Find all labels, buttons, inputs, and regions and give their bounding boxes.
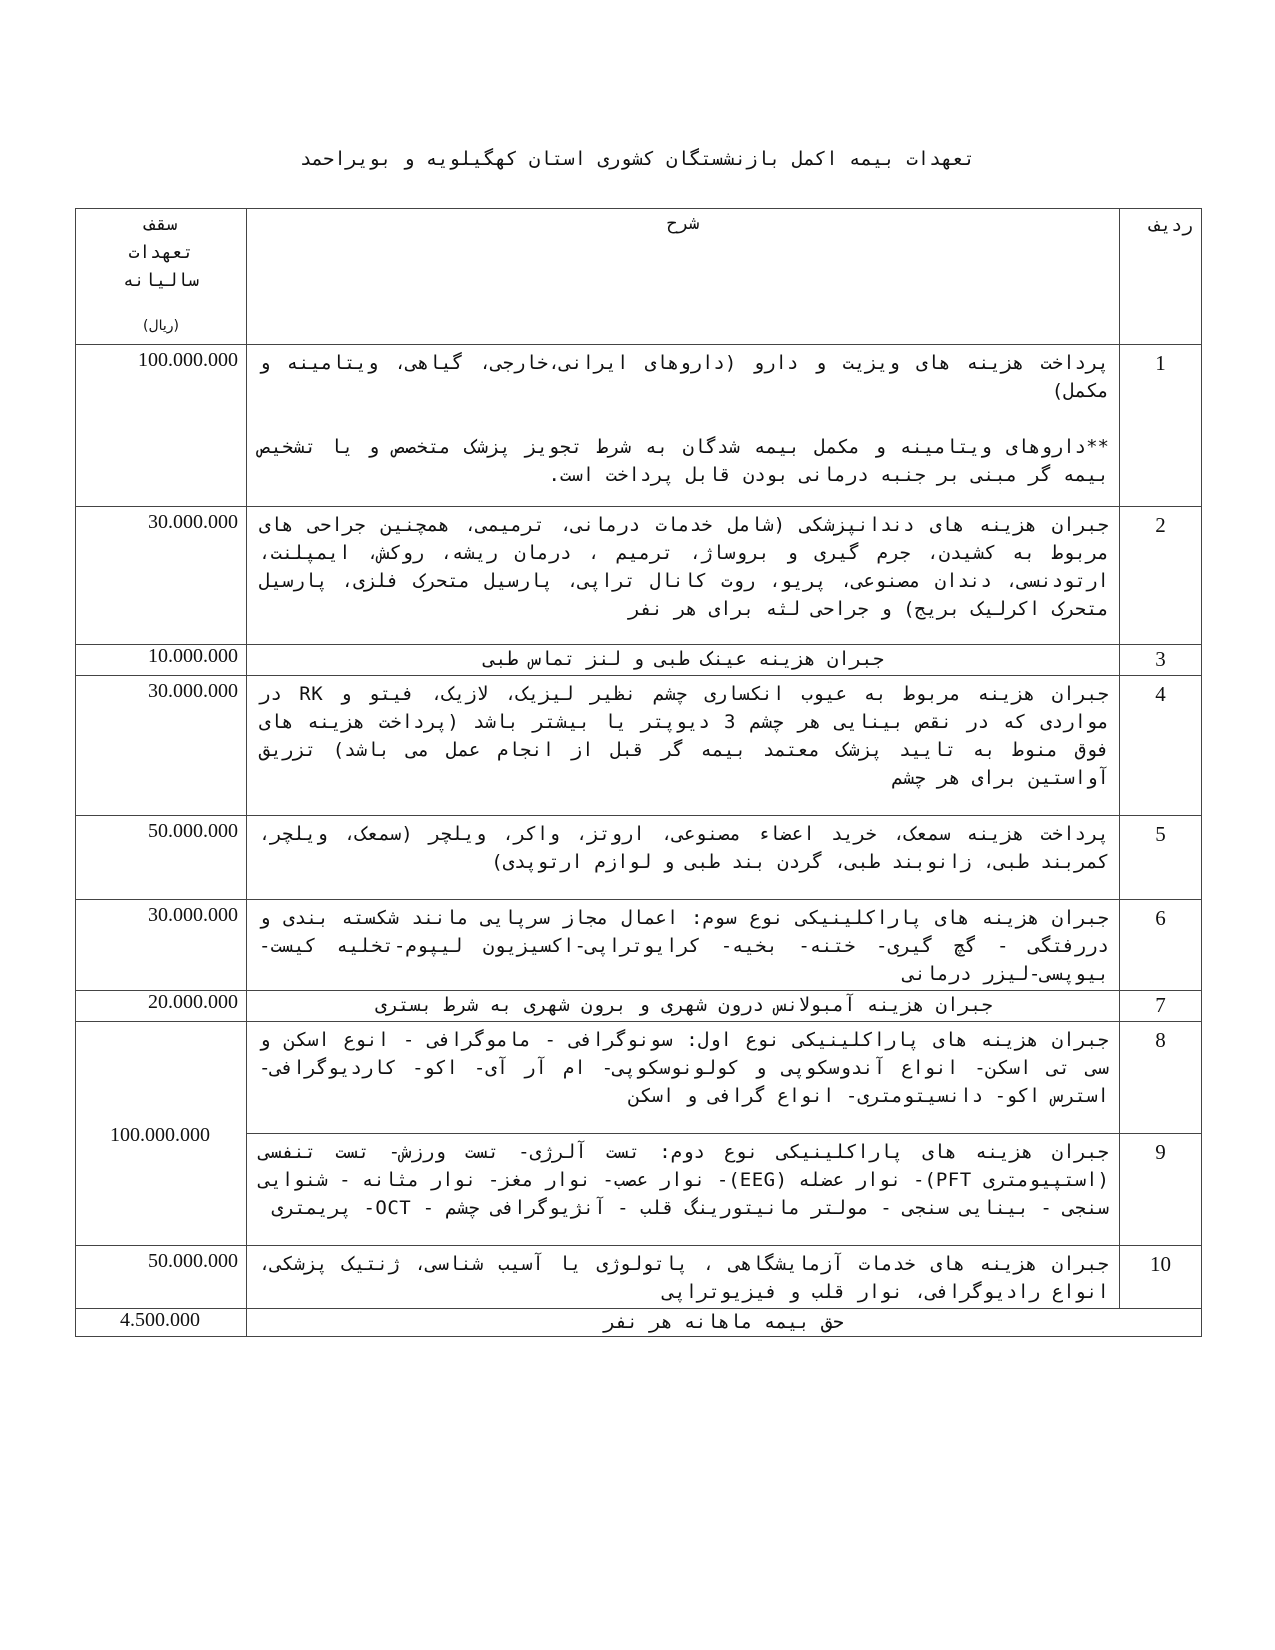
table-row: [76, 645, 1202, 676]
table-row: [76, 816, 1202, 900]
row-number: 8: [1120, 1022, 1202, 1134]
header-description: شرح: [247, 209, 1120, 345]
header-cap-line1: سقف: [144, 214, 178, 235]
premium-row: [76, 1309, 1202, 1337]
table-row: [76, 507, 1202, 645]
row-description: جبران هزینه های خدمات آزمایشگاهی ، پاتولوژی یا آسیب شناسی، ژنتیک پزشکی، انواع رادیوگرافی، نوار قلب و فیزیوتراپی: [247, 1246, 1120, 1309]
row-description: [247, 345, 1120, 507]
row-number: 5: [1120, 816, 1202, 900]
row-number: 1: [1120, 345, 1202, 507]
row-number: 3: [1120, 645, 1202, 676]
table-row: [76, 1022, 1202, 1134]
row-description: جبران هزینه مربوط به عیوب انکساری چشم نظیر لیزیک، لازیک، فیتو و RK در مواردی که در نقص بینایی هر چشم 3 دیوپتر یا بیشتر باشد (پرداخت هزینه های فوق منوط به تایید پزشک معتمد بیمه گر قبل از انجام عمل می باشد) تزریق آواستین برای هر چشم: [247, 676, 1120, 816]
row-amount: 50.000.000: [76, 1246, 247, 1309]
table-row: [76, 676, 1202, 816]
row-description-note: **داروهای ویتامینه و مکمل بیمه شدگان به شرط تجویز پزشک متخصص و یا تشخیص بیمه گر مبنی بر جنبه درمانی بودن قابل پرداخت است.: [259, 436, 1109, 486]
row-number: 10: [1120, 1246, 1202, 1309]
row-description-text: پرداخت هزینه های ویزیت و دارو (داروهای ایرانی،خارجی، گیاهی، ویتامینه و مکمل): [259, 352, 1109, 402]
row-description: جبران هزینه های پاراکلینیکی نوع دوم: تست آلرژی- تست ورزش- تست تنفسی (استپیومتری PFT)- نوار عضله (EEG)- نوار عصب- نوار مغز- نوار مثانه - شنوایی سنجی - بینایی سنجی - مولتر مانیتورینگ قلب - آنژیوگرافی چشم - OCT- پریمتری: [247, 1134, 1120, 1246]
row-number: 4: [1120, 676, 1202, 816]
row-amount: 50.000.000: [76, 816, 247, 900]
premium-label: حق بیمه ماهانه هر نفر: [247, 1309, 1202, 1337]
row-amount: 100.000.000: [76, 345, 247, 507]
header-row-number: ردیف: [1120, 209, 1202, 345]
page-title: تعهدات بیمه اکمل بازنشستگان کشوری استان کهگیلویه و بویراحمد: [300, 148, 975, 170]
row-description: جبران هزینه های دندانپزشکی (شامل خدمات درمانی، ترمیمی، همچنین جراحی های مربوط به کشیدن، جرم گیری و بروساژ، ترمیم ، درمان ریشه، روکش، ایمپلنت، ارتودنسی، دندان مصنوعی، پریو، روت کانال تراپی، پارسیل متحرک فلزی، پارسیل متحرک اکرلیک بریج) و جراحی لثه برای هر نفر: [247, 507, 1120, 645]
table-row: [76, 1246, 1202, 1309]
table-row: [76, 345, 1202, 507]
row-number: 2: [1120, 507, 1202, 645]
benefits-table: [75, 208, 1202, 1337]
row-number: 6: [1120, 900, 1202, 991]
header-unit: (ریال): [142, 318, 180, 334]
table-header-row: [76, 209, 1202, 345]
row-amount: 30.000.000: [76, 507, 247, 645]
row-description: جبران هزینه آمبولانس درون شهری و برون شهری به شرط بستری: [247, 991, 1120, 1022]
row-description: جبران هزینه های پاراکلینیکی نوع اول: سونوگرافی - ماموگرافی - انوع اسکن و سی تی اسکن- انواع آندوسکوپی و کولونوسکوپی- ام آر آی- اکو- کاردیوگرافی- استرس اکو- دانسیتومتری- انواع گرافی و اسکن: [247, 1022, 1120, 1134]
premium-amount: 4.500.000: [76, 1309, 247, 1337]
row-description: جبران هزینه های پاراکلینیکی نوع سوم: اعمال مجاز سرپایی مانند شکسته بندی و دررفتگی - گچ گیری- ختنه- بخیه- کرایوتراپی-اکسیزیون لیپوم-تخلیه کیست-بیوپسی-لیزر درمانی: [247, 900, 1120, 991]
row-amount-shared: 100.000.000: [76, 1022, 247, 1246]
row-amount: 30.000.000: [76, 900, 247, 991]
row-number: 9: [1120, 1134, 1202, 1246]
row-description: جبران هزینه عینک طبی و لنز تماس طبی: [247, 645, 1120, 676]
header-cap-line3: سالیانه: [123, 270, 199, 291]
header-cap-line2: تعهدات: [128, 242, 194, 263]
row-amount: 30.000.000: [76, 676, 247, 816]
table-row: [76, 900, 1202, 991]
header-annual-cap: [76, 209, 247, 345]
row-amount: 10.000.000: [76, 645, 247, 676]
row-amount: 20.000.000: [76, 991, 247, 1022]
table-row: [76, 991, 1202, 1022]
row-number: 7: [1120, 991, 1202, 1022]
row-description: پرداخت هزینه سمعک، خرید اعضاء مصنوعی، اروتز، واکر، ویلچر (سمعک، ویلچر، کمربند طبی، زانوبند طبی، گردن بند طبی و لوازم ارتوپدی): [247, 816, 1120, 900]
